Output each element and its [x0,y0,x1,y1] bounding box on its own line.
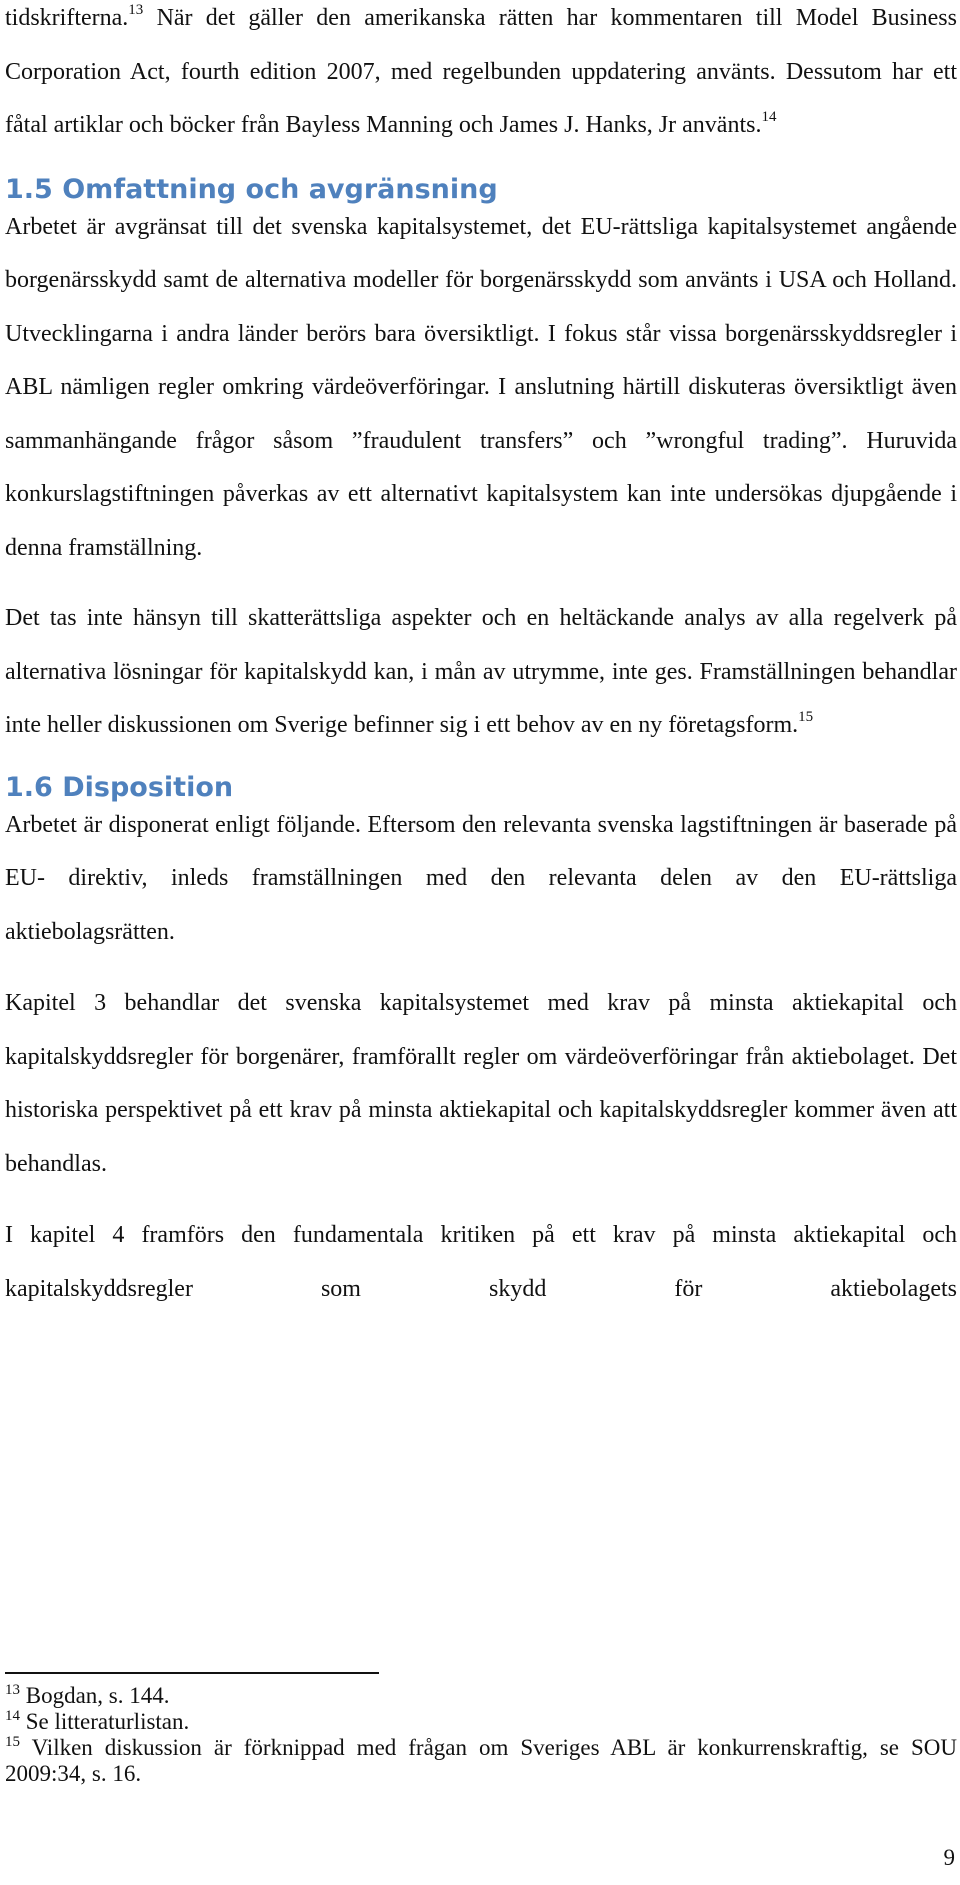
spacer [5,153,957,173]
paragraph-scope: Arbetet är avgränsat till det svenska kapitalsystemet, det EU-rättsliga kapitalsystemet angående borgenärsskydd samt de alternativa modeller för borgenärsskydd som använts i USA och Holland. Utvecklingarna i andra länder berörs bara översiktligt. I fokus står vissa borgenärsskyddsregler i ABL nämligen regler omkring värdeöverföringar. I anslutning härtill diskuteras översiktligt även sammanhängande frågor såsom ”fraudulent transfers” och ”wrongful trading”. Huruvida konkurslagstiftningen påverkas av ett alternativt kapitalsystem kan inte undersökas djupgående i denna framställning. [5,213,957,561]
section-heading-1-6: 1.6 Disposition [5,771,234,803]
footnote-text: Se litteraturlistan. [20,1709,190,1734]
footnote-14 [5,1709,957,1735]
paragraph-disposition: Arbetet är disponerat enligt följande. Eftersom den relevanta svenska lagstiftningen är baserade på EU- direktiv, inleds framställningen med den relevanta delen av den EU-rättsliga aktiebolagsrätten. [5,811,957,945]
intro-paragraph [5,0,957,153]
spacer [5,753,957,771]
footnote-number: 13 [5,1682,20,1698]
footnotes [5,1683,957,1787]
footnote-ref-14[interactable]: 14 [761,109,777,125]
footnote-13 [5,1683,957,1709]
paragraph-chapter-4: I kapitel 4 framförs den fundamentala kritiken på ett krav på minsta aktiekapital och kapitalskyddsregler som skydd för aktiebolagets [5,1222,957,1302]
footnote-text: Vilken diskussion är förknippad med frågan om Sveriges ABL är konkurrenskraftig, se SOU 2009:34, s. 16. [5,1735,957,1786]
footnote-15 [5,1735,957,1787]
footnote-ref-13[interactable]: 13 [128,2,144,18]
spacer [5,1191,957,1209]
paragraph-chapter-3: Kapitel 3 behandlar det svenska kapitalsystemet med krav på minsta aktiekapital och kapitalskyddsregler för borgenärer, framförallt regler om värdeöverföringar från aktiebolaget. Det historiska perspektivet på ett krav på minsta aktiekapital och kapitalskyddsregler kommer även att behandlas. [5,990,957,1177]
spacer [5,575,957,592]
intro-text-start: tidskrifterna. [5,5,129,31]
intro-text-rest: När det gäller den amerikanska rätten har kommentaren till Model Business Corporation Act, fourth edition 2007, med regelbunden uppdatering använts. Dessutom har ett fåtal artiklar och böcker från Bayless Manning och James J. Hanks, Jr använts. [5,5,957,138]
footnote-text: Bogdan, s. 144. [20,1683,170,1708]
footnote-ref-15[interactable]: 15 [798,709,814,725]
footnote-number: 15 [5,1734,20,1750]
exclusions-text: Det tas inte hänsyn till skatterättsliga aspekter och en heltäckande analys av alla regelverk på alternativa lösningar för kapitalskydd kan, i mån av utrymme, inte ges. Framställningen behandlar inte heller diskussionen om Sverige befinner sig i ett behov av en ny företagsform. [5,605,957,738]
spacer [5,959,957,977]
document-page [5,0,957,1885]
page-number: 9 [943,1845,955,1870]
paragraph-exclusions [5,592,957,753]
section-heading-1-5: 1.5 Omfattning och avgränsning [5,173,498,205]
footnote-separator [5,1672,379,1674]
footnote-number: 14 [5,1708,20,1724]
